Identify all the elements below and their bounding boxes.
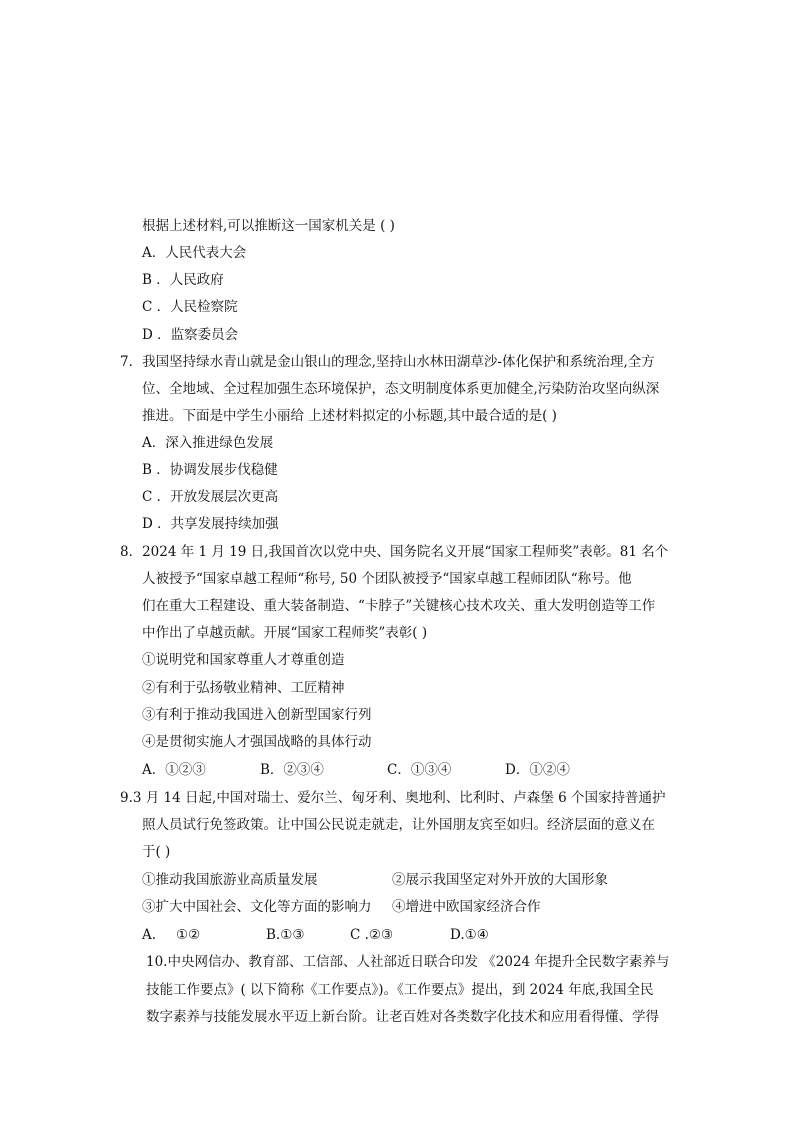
- q9-choice-a: ①②: [176, 927, 201, 943]
- q8-choice-d: D．①②④: [505, 762, 570, 778]
- q9-stem-line-2: 照人员试行免签政策。让中国公民说走就走，让外国朋友宾至如归。经济层面的意义在: [142, 817, 655, 833]
- q8-choice-b: B．②③④: [260, 762, 324, 778]
- q7-option-d: D ．共享发展持续加强: [142, 516, 279, 532]
- q10-stem-line-2: 技能工作要点》( 以下简称《工作要点》)。《工作要点》提出，到 2024 年底,我国全民: [146, 982, 654, 998]
- q7-option-c: C ．开放发展层次更高: [142, 489, 279, 505]
- q8-item-2: ②有利于弘扬敬业精神、工匠精神: [142, 680, 345, 696]
- q7-stem-line-2: 位、全地域、全过程加强生态环境保护，态文明制度体系更加健全,污染防治攻坚向纵深: [142, 381, 660, 397]
- q10-stem-line-3: 数字素养与技能发展水平迈上新台阶。让老百姓对各类数字化技术和应用看得懂、学得: [146, 1009, 659, 1025]
- q9-item-4: ④增进中欧国家经济合作: [392, 899, 541, 915]
- q8-stem-line-1: 8．2024 年 1 月 19 日,我国首次以党中央、国务院名义开展“国家工程师奖”表彰。81 名个: [120, 544, 669, 560]
- q7-option-b: B ．协调发展步伐稳健: [142, 462, 278, 478]
- q9-stem-line-1: 9.3 月 14 日起,中国对瑞士、爱尔兰、匈牙利、奥地利、比利时、卢森堡 6 个国家持普通护: [120, 790, 666, 806]
- q8-choices: [142, 760, 622, 780]
- q9-choice-d: D.①④: [450, 927, 489, 943]
- q8-choice-a: A．①②③: [142, 762, 206, 778]
- q9-item-3: ③扩大中国社会、文化等方面的影响力: [142, 899, 372, 915]
- q8-item-1: ①说明党和国家尊重人才尊重创造: [142, 652, 345, 668]
- q7-option-a: A．深入推进绿色发展: [142, 435, 274, 451]
- q6-option-b: B ．人民政府: [142, 272, 224, 288]
- q8-item-4: ④是贯彻实施人才强国战略的具体行动: [142, 734, 372, 750]
- q7-stem-line-1: 7．我国坚持绿水青山就是金山银山的理念,坚持山水林田湖草沙-体化保护和系统治理,全方: [120, 354, 655, 370]
- q6-option-c: C ．人民检察院: [142, 299, 238, 315]
- q9-stem-line-3: 于( ): [142, 844, 171, 860]
- q6-stem-tail: 根据上述材料,可以推断这一国家机关是 ( ): [142, 218, 395, 234]
- q8-stem-line-2: 人被授予“国家卓越工程师“称号, 50 个团队被授予“国家卓越工程师团队“称号。他: [142, 571, 632, 587]
- q9-choice-b: B.①③: [266, 927, 305, 943]
- q8-choice-c: C．①③④: [387, 762, 452, 778]
- q6-option-a: A．人民代表大会: [142, 245, 247, 261]
- q6-option-d: D ．监察委员会: [142, 327, 239, 343]
- q8-stem-line-4: 中作出了卓越贡献。开展“国家工程师奖”表彰( ): [142, 625, 428, 641]
- q9-choices: [142, 925, 602, 945]
- q9-choice-c: C .②③: [350, 927, 394, 943]
- q9-item-2: ②展示我国坚定对外开放的大国形象: [392, 872, 608, 888]
- q7-stem-line-3: 推进。下面是中学生小丽给 上述材料拟定的小标题,其中最合适的是( ): [142, 408, 557, 424]
- q8-stem-line-3: 们在重大工程建设、重大装备制造、“卡脖子”关键核心技术攻关、重大发明创造等工作: [142, 598, 656, 614]
- q9-choice-a-letter: A.: [142, 927, 157, 943]
- q8-item-3: ③有利于推动我国进入创新型国家行列: [142, 707, 372, 723]
- q9-item-1: ①推动我国旅游业高质量发展: [142, 872, 318, 888]
- q10-stem-line-1: 10.中央网信办、教育部、工信部、人社部近日联合印发 《2024 年提升全民数字素养与: [146, 954, 670, 970]
